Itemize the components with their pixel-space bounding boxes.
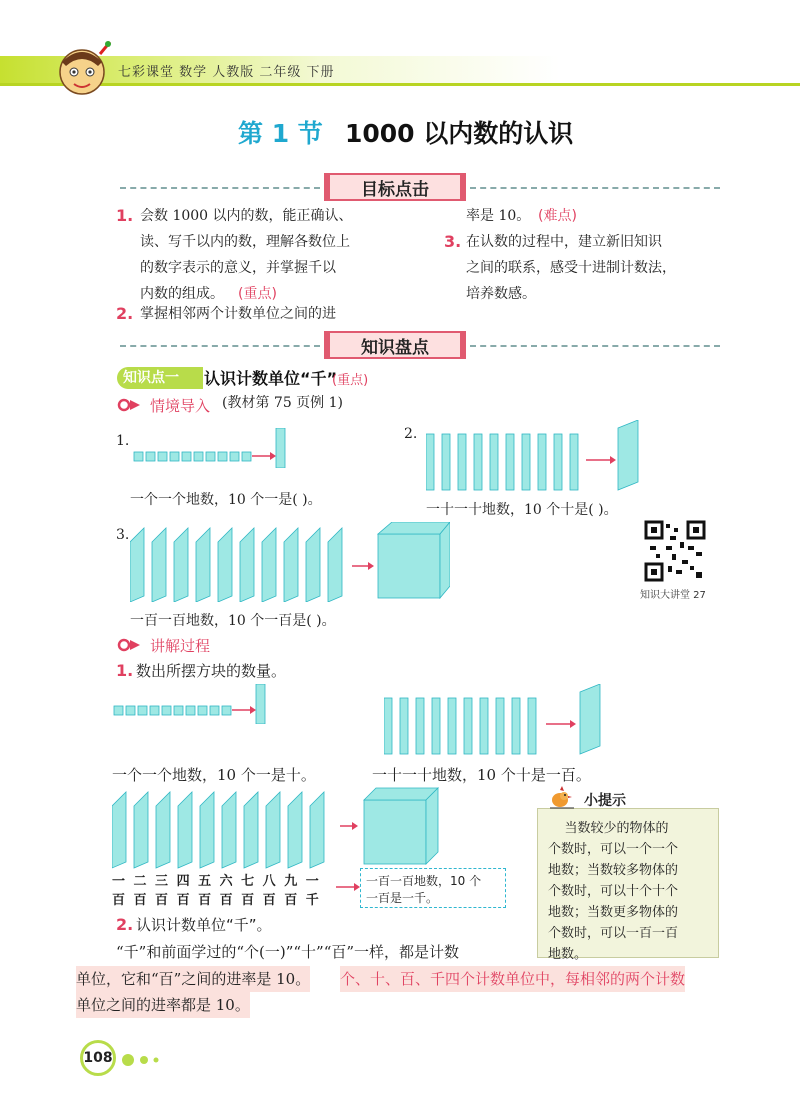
paragraph-line-1: “千”和前面学过的“个(一)”“十”“百”一样，都是计数 — [116, 943, 460, 961]
header-text: 七彩课堂 数学 人教版 二年级 下册 — [118, 65, 335, 80]
step1-flats — [112, 786, 442, 870]
arrow-eye-icon — [116, 398, 146, 412]
step1-number: 1. — [116, 661, 134, 680]
divider-right — [470, 187, 720, 189]
q1-number: 1. — [116, 433, 130, 449]
q2-text: 一十一十地数，10 个十是( )。 — [426, 502, 618, 518]
goal-3-line-1: 在认数的过程中，建立新旧知识 — [466, 234, 662, 250]
q1-text: 一个一个地数，10 个一是( )。 — [130, 492, 322, 508]
goal-1-line-3: 的数字表示的意义，并掌握千以 — [140, 260, 336, 276]
page-number: 108 — [80, 1040, 116, 1076]
count-labels-top: 一 二 三 四 五 六 七 八 九 一 — [112, 874, 321, 889]
tip-text: 当数较少的物体的 个数时，可以一个一个 地数；当数较多物体的 个数时，可以十个十个 地数；当数更多物体的 个数时，可以一百一百 地数。 — [548, 821, 679, 962]
divider-right-2 — [470, 345, 720, 347]
answer-1: 一个一个地数，10 个一是十。 — [112, 766, 316, 784]
count-labels-bottom: 百 百 百 百 百 百 百 百 百 千 — [112, 893, 321, 908]
goal-2-line: 掌握相邻两个计数单位之间的进 — [140, 306, 336, 322]
knowledge-banner: 知识盘点 — [324, 331, 466, 359]
q3-flats — [130, 522, 450, 602]
goal-1-line-2: 读、写千以内的数，理解各数位上 — [140, 234, 350, 250]
goal-3-number: 3. — [444, 232, 462, 251]
q3-number: 3. — [116, 527, 130, 543]
step2-text: 认识计数单位“千”。 — [136, 916, 272, 934]
section-number: 第 1 节 — [238, 119, 323, 148]
answer-3-line-2: 一百是一千。 — [366, 891, 439, 905]
goal-1-tag: (重点) — [238, 286, 277, 302]
step1-rods — [384, 684, 610, 756]
answer-3-line-1: 一百一百地数，10 个 — [366, 874, 482, 888]
page-dots-icon — [120, 1050, 180, 1070]
tip-title: 小提示 — [584, 793, 626, 809]
q2-rods — [426, 420, 646, 492]
paragraph-line-2a: 单位，它和“百”之间的进率是 10。 — [76, 966, 310, 992]
goal-2-number: 2. — [116, 304, 134, 323]
knowledge-point-key: (重点) — [332, 373, 369, 388]
step1-blocks — [110, 684, 270, 724]
goal-2-tag: (难点) — [538, 208, 577, 224]
qr-caption: 知识大讲堂 27 — [640, 590, 706, 601]
q1-blocks — [130, 428, 290, 468]
q2-number: 2. — [404, 426, 418, 442]
goal-2-continued: 率是 10。 — [466, 208, 531, 224]
scene-heading: 情境导入 — [150, 397, 211, 415]
goal-1-number: 1. — [116, 206, 134, 225]
page-title: 1000 以内数的认识 — [345, 119, 574, 148]
arrow-eye-icon-2 — [116, 638, 146, 652]
goal-3-line-3: 培养数感。 — [466, 286, 536, 302]
paragraph-line-3: 单位之间的进率都是 10。 — [76, 992, 250, 1018]
scene-reference: (教材第 75 页例 1) — [222, 395, 343, 411]
explain-heading: 讲解过程 — [150, 637, 211, 655]
mascot-icon — [50, 40, 114, 100]
paragraph-line-2b: 个、十、百、千四个计数单位中，每相邻的两个计数 — [340, 966, 685, 992]
goal-1-line-4: 内数的组成。 — [140, 286, 224, 302]
divider-left-2 — [120, 345, 320, 347]
answer-2: 一十一十地数，10 个十是一百。 — [372, 766, 591, 784]
goal-3-line-2: 之间的联系，感受十进制计数法， — [466, 260, 676, 276]
knowledge-point-tag: 知识点一 — [117, 367, 203, 389]
step1-text: 数出所摆方块的数量。 — [136, 662, 287, 680]
qr-code-icon[interactable] — [644, 520, 706, 582]
arrow-right-icon — [336, 882, 360, 892]
bird-icon — [546, 786, 580, 814]
divider-left — [120, 187, 320, 189]
q3-text: 一百一百地数，10 个一百是( )。 — [130, 613, 336, 629]
knowledge-point-title: 认识计数单位“千” — [204, 369, 338, 388]
goal-1-line-1: 会数 1000 以内的数，能正确认、 — [140, 208, 353, 224]
goals-banner: 目标点击 — [324, 173, 466, 201]
step2-number: 2. — [116, 915, 134, 934]
